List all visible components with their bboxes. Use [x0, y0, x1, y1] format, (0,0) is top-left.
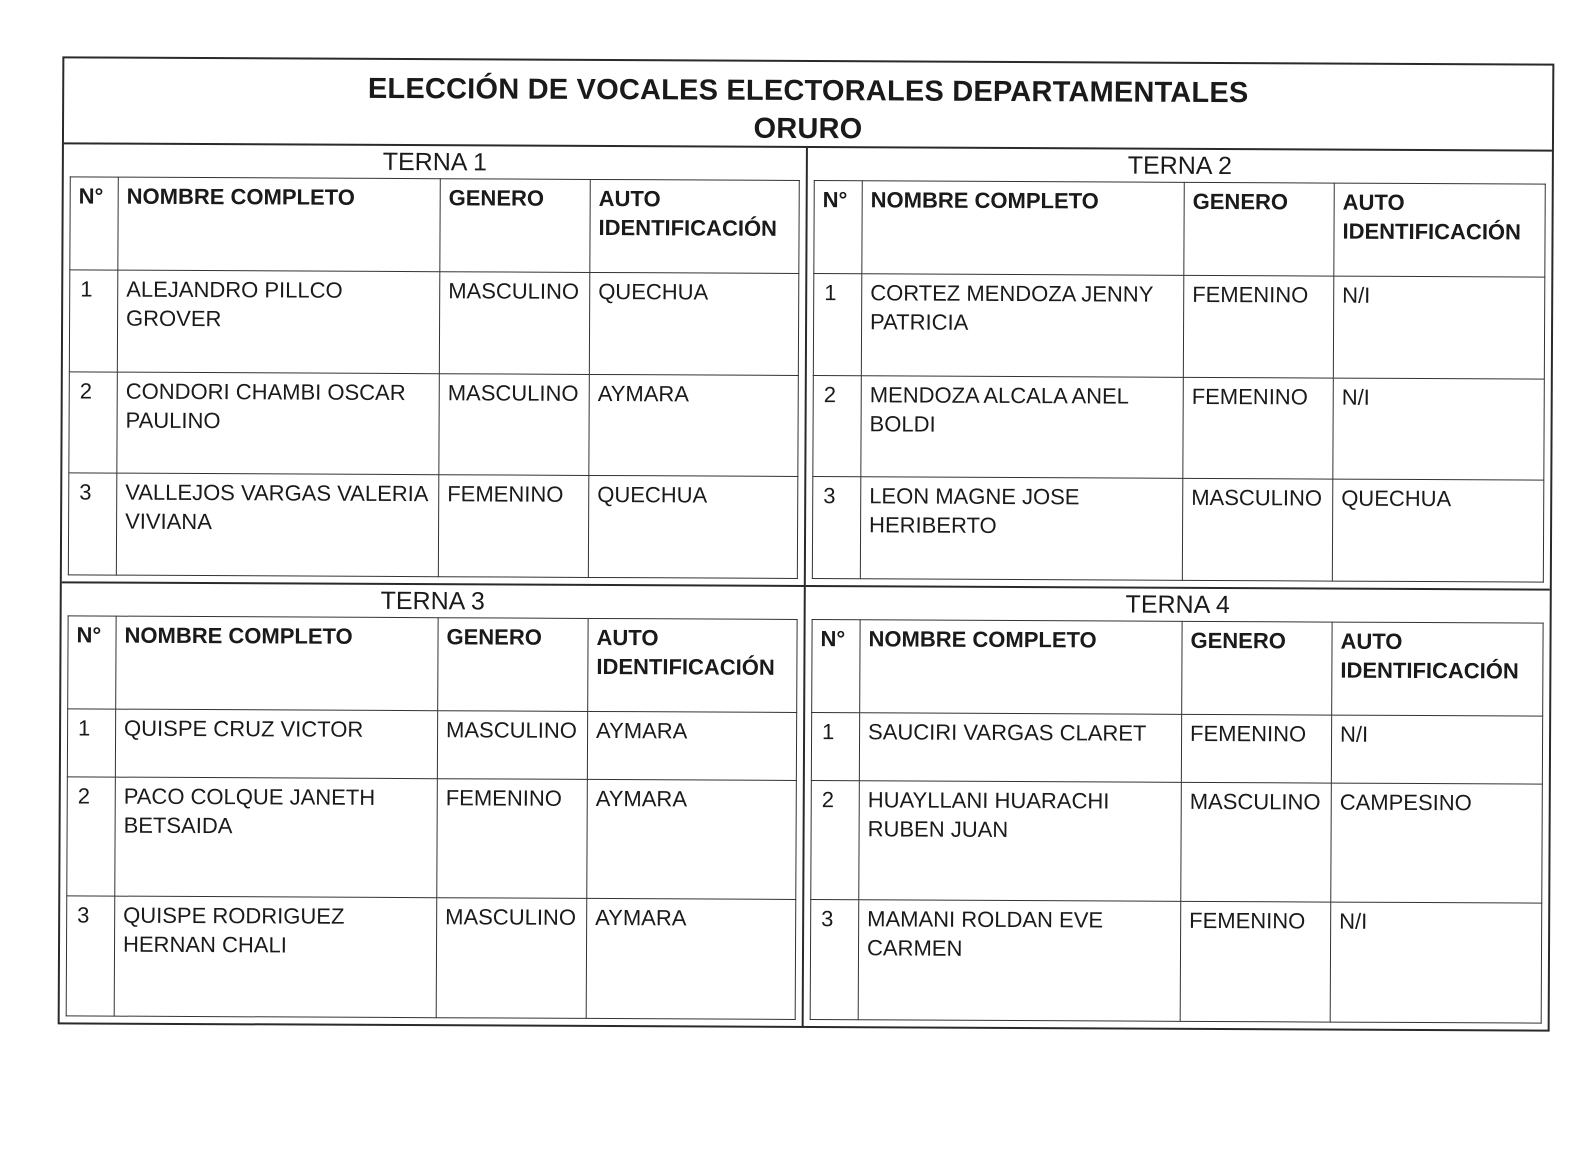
table-row — [69, 270, 798, 375]
row-gender: FEMENINO — [438, 475, 588, 577]
row-auto-identification: AYMARA — [587, 779, 797, 900]
table-header-row — [68, 616, 797, 713]
table-row — [69, 372, 798, 477]
row-number: 3 — [812, 477, 860, 579]
header-gender: GENERO — [1182, 621, 1332, 715]
terna-title: TERNA 3 — [380, 586, 485, 616]
terna-block-1 — [62, 144, 808, 587]
row-name: SAUCIRI VARGAS CLARET — [859, 713, 1181, 782]
row-auto-identification: N/I — [1330, 902, 1542, 1023]
header-num: N° — [68, 616, 116, 709]
terna-title: TERNA 4 — [1125, 590, 1230, 620]
header-name: NOMBRE COMPLETO — [116, 616, 438, 711]
row-gender: MASCULINO — [439, 272, 589, 374]
row-number: 1 — [811, 713, 859, 781]
table-header-row — [814, 181, 1545, 278]
header-name: NOMBRE COMPLETO — [862, 181, 1184, 276]
header-auto-identification: AUTO IDENTIFICACIÓN — [588, 618, 797, 712]
table-row — [811, 713, 1542, 784]
row-auto-identification: N/I — [1333, 276, 1544, 379]
row-gender: FEMENINO — [1183, 275, 1333, 377]
header-auto-identification: AUTO IDENTIFICACIÓN — [1332, 622, 1543, 716]
table-row — [68, 473, 797, 578]
row-auto-identification: AYMARA — [586, 899, 796, 1020]
row-name: LEON MAGNE JOSE HERIBERTO — [860, 477, 1182, 580]
header-gender: GENERO — [1184, 182, 1334, 276]
row-auto-identification: N/I — [1333, 378, 1544, 481]
row-gender: MASCULINO — [1181, 782, 1332, 902]
table-header-row — [70, 177, 799, 274]
row-number: 3 — [68, 473, 116, 575]
header-num: N° — [70, 177, 118, 270]
row-number: 1 — [67, 709, 115, 777]
row-name: VALLEJOS VARGAS VALERIA VIVIANA — [116, 473, 438, 576]
terna-block-2 — [806, 148, 1552, 591]
row-name: QUISPE RODRIGUEZ HERNAN CHALI — [114, 897, 437, 1018]
terna-table — [810, 619, 1544, 1024]
header-num: N° — [814, 181, 862, 274]
terna-table — [68, 176, 800, 579]
row-name: MAMANI ROLDAN EVE CARMEN — [858, 900, 1181, 1021]
row-gender: FEMENINO — [1180, 902, 1331, 1022]
row-name: MENDOZA ALCALA ANEL BOLDI — [861, 375, 1183, 478]
row-number: 2 — [813, 375, 861, 477]
table-row — [811, 780, 1543, 903]
header-name: NOMBRE COMPLETO — [118, 177, 440, 272]
row-auto-identification: AYMARA — [587, 711, 796, 780]
header-gender: GENERO — [438, 618, 588, 712]
header-auto-identification: AUTO IDENTIFICACIÓN — [590, 179, 799, 273]
terna-table — [812, 180, 1546, 583]
row-number: 2 — [811, 780, 860, 900]
row-gender: FEMENINO — [437, 779, 588, 899]
row-auto-identification: QUECHUA — [589, 272, 798, 375]
row-name: QUISPE CRUZ VICTOR — [115, 709, 437, 778]
row-gender: FEMENINO — [1183, 377, 1333, 479]
header-auto-identification: AUTO IDENTIFICACIÓN — [1334, 183, 1545, 277]
row-auto-identification: QUECHUA — [588, 476, 797, 579]
row-name: CORTEZ MENDOZA JENNY PATRICIA — [861, 274, 1183, 377]
row-gender: MASCULINO — [437, 711, 587, 780]
table-row — [67, 777, 797, 900]
row-auto-identification: QUECHUA — [1332, 479, 1543, 582]
terna-table — [66, 615, 798, 1020]
row-number: 1 — [69, 270, 117, 372]
row-number: 2 — [69, 372, 117, 474]
row-name: HUAYLLANI HUARACHI RUBEN JUAN — [859, 781, 1182, 902]
row-number: 3 — [810, 900, 859, 1020]
row-name: PACO COLQUE JANETH BETSAIDA — [115, 777, 438, 898]
row-auto-identification: AYMARA — [589, 374, 798, 477]
table-row — [812, 477, 1543, 582]
header-num: N° — [812, 620, 860, 713]
terna-title: TERNA 2 — [1127, 151, 1233, 181]
document-title: ELECCIÓN DE VOCALES ELECTORALES DEPARTAMENTALES — [367, 72, 1249, 110]
table-header-row — [812, 620, 1543, 717]
table-row — [813, 375, 1544, 480]
ternas-grid — [60, 144, 1552, 1029]
header-name: NOMBRE COMPLETO — [860, 620, 1182, 715]
row-name: ALEJANDRO PILLCO GROVER — [117, 270, 439, 373]
table-row — [813, 274, 1544, 379]
document-sheet — [58, 56, 1555, 1031]
terna-title: TERNA 1 — [382, 147, 488, 177]
row-number: 2 — [67, 777, 116, 897]
row-number: 1 — [813, 274, 861, 376]
table-row — [810, 900, 1542, 1023]
table-row — [66, 896, 796, 1019]
document-subtitle: ORURO — [753, 112, 863, 146]
row-gender: MASCULINO — [1182, 479, 1332, 581]
document-header — [64, 58, 1552, 151]
terna-block-3 — [60, 583, 806, 1026]
row-number: 3 — [66, 896, 115, 1016]
row-auto-identification: N/I — [1331, 715, 1542, 784]
row-name: CONDORI CHAMBI OSCAR PAULINO — [117, 372, 439, 475]
terna-block-4 — [804, 587, 1550, 1030]
header-gender: GENERO — [440, 179, 590, 273]
row-auto-identification: CAMPESINO — [1331, 783, 1543, 904]
row-gender: FEMENINO — [1181, 714, 1331, 783]
row-gender: MASCULINO — [436, 898, 587, 1018]
table-row — [67, 709, 796, 780]
row-gender: MASCULINO — [439, 373, 589, 475]
